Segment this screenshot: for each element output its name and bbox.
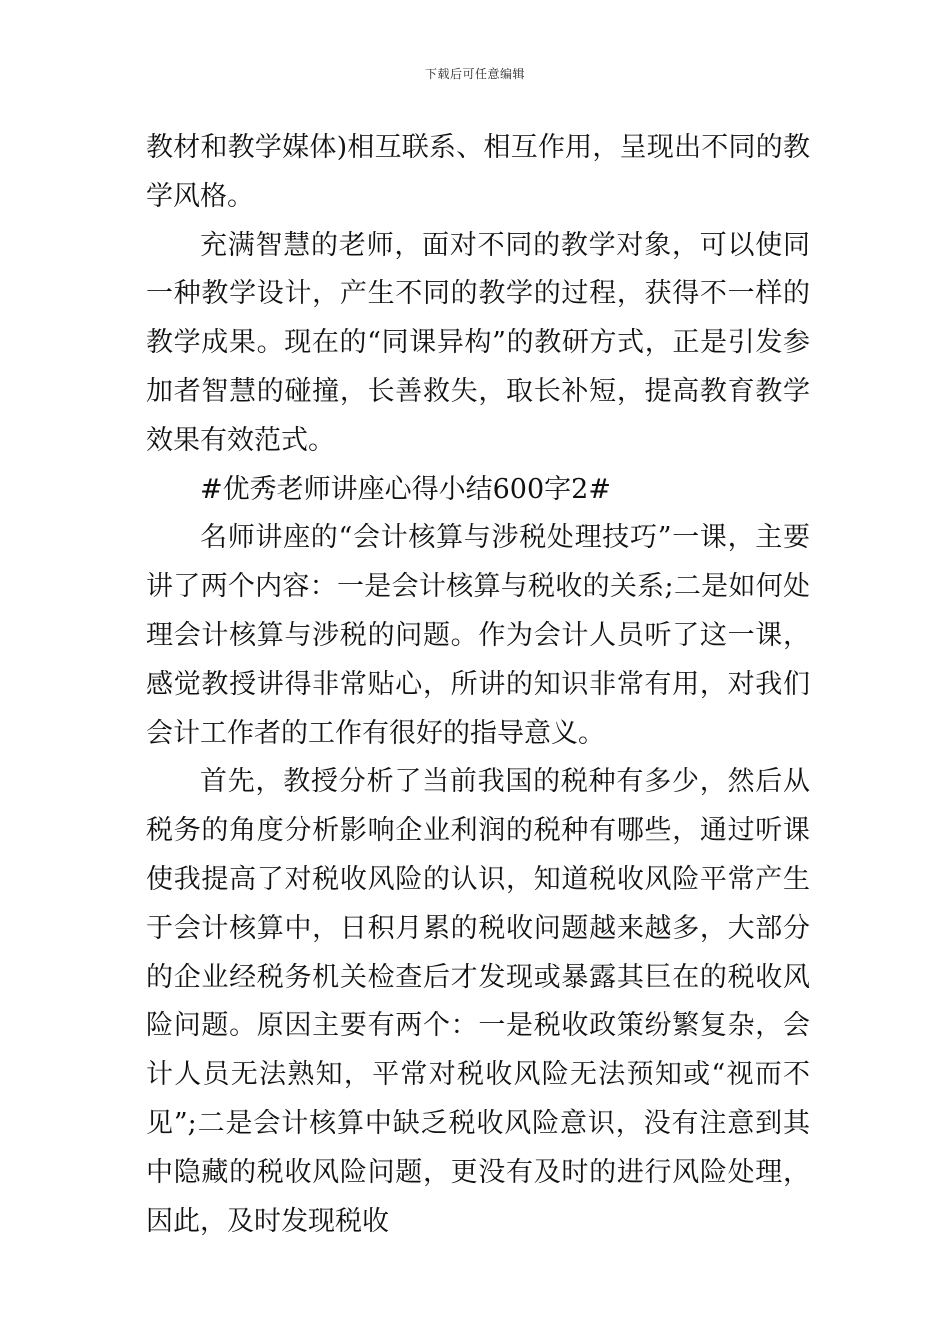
paragraph-wise-teacher: 充满智慧的老师，面对不同的教学对象，可以使同一种教学设计，产生不同的教学的过程，获得不一样的教学成果。现在的“同课异构”的教研方式，正是引发参加者智慧的碰撞，长善救失，取长补短，提高教育教学效果有效范式。 [146,229,810,456]
page-header-note: 下载后可任意编辑 [424,67,525,81]
paragraph-lecture-intro: 名师讲座的“会计核算与涉税处理技巧”一课，主要讲了两个内容：一是会计核算与税收的关系;二是如何处理会计核算与涉税的问题。作为会计人员听了这一课，感觉教授讲得非常贴心，所讲的知识非常有用，对我们会计工作者的工作有很好的指导意义。 [146,522,810,749]
document-body [146,124,810,1246]
section-heading: #优秀老师讲座心得小结600字2# [200,473,611,505]
paragraph-tax-risk: 首先，教授分析了当前我国的税种有多少，然后从税务的角度分析影响企业利润的税种有哪些，通过听课使我提高了对税收风险的认识，知道税收风险平常产生于会计核算中，日积月累的税收问题越来越多，大部分的企业经税务机关检查后才发现或暴露其巨在的税收风险问题。原因主要有两个：一是税收政策纷繁复杂，会计人员无法熟知，平常对税收风险无法预知或“视而不见”;二是会计核算中缺乏税收风险意识，没有注意到其中隐藏的税收风险问题，更没有及时的进行风险处理，因此，及时发现税收 [146,766,810,1237]
paragraph-continuation: 教材和教学媒体)相互联系、相互作用，呈现出不同的教学风格。 [146,132,810,212]
